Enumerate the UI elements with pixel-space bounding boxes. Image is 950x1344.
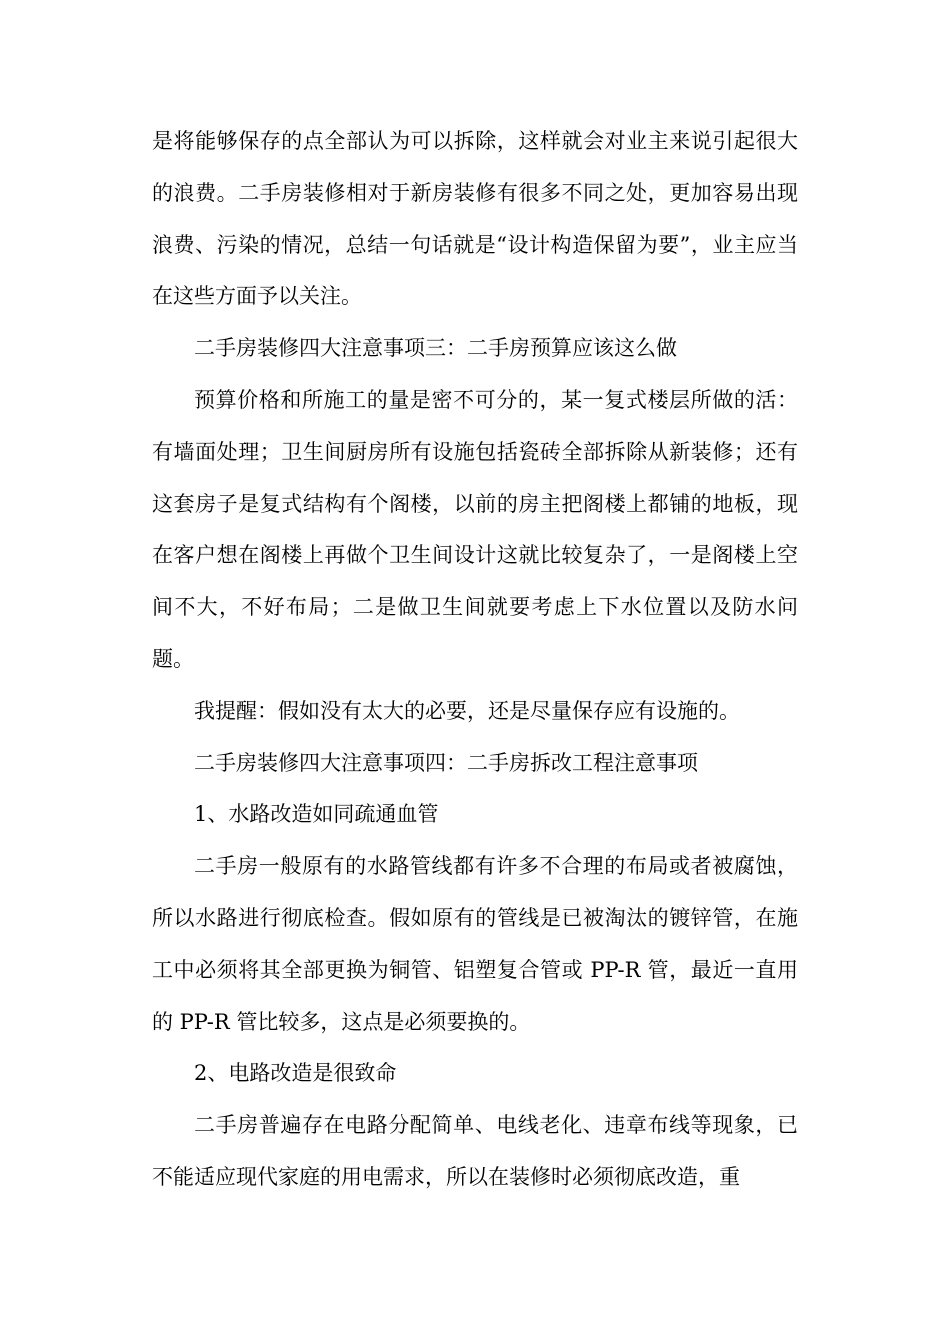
subheading-water: 1、水路改造如同疏通血管 — [194, 802, 439, 827]
paragraph-reminder: 我提醒：假如没有太大的必要，还是尽量保存应有设施的。 — [194, 698, 740, 723]
section-heading-three: 二手房装修四大注意事项三：二手房预算应该这么做 — [194, 336, 677, 361]
section-heading-four: 二手房装修四大注意事项四：二手房拆改工程注意事项 — [194, 750, 698, 775]
paragraph-budget: 预算价格和所施工的量是密不可分的，某一复式楼层所做的活：有墙面处理；卫生间厨房所有设施包括瓷砖全部拆除从新装修；还有这套房子是复式结构有个阁楼，以前的房主把阁楼上都铺的地板，现在客户想在阁楼上再做个卫生间设计这就比较复杂了，一是阁楼上空间不大，不好布局；二是做卫生间就要考虑上下水位置以及防水问题。 — [152, 387, 798, 671]
subheading-electric: 2、电路改造是很致命 — [194, 1061, 397, 1086]
document-body — [152, 116, 798, 1204]
paragraph-electric: 二手房普遍存在电路分配简单、电线老化、违章布线等现象，已不能适应现代家庭的用电需求，所以在装修时必须彻底改造，重 — [152, 1113, 798, 1189]
paragraph-water: 二手房一般原有的水路管线都有许多不合理的布局或者被腐蚀，所以水路进行彻底检查。假如原有的管线是已被淘汰的镀锌管，在施工中必须将其全部更换为铜管、铝塑复合管或 PP-R 管，最近一直用的 PP-R 管比较多，这点是必须要换的。 — [152, 854, 798, 1034]
paragraph-continuation: 是将能够保存的点全部认为可以拆除，这样就会对业主来说引起很大的浪费。二手房装修相对于新房装修有很多不同之处，更加容易出现浪费、污染的情况，总结一句话就是“设计构造保留为要”，业主应当在这些方面予以关注。 — [152, 129, 798, 309]
